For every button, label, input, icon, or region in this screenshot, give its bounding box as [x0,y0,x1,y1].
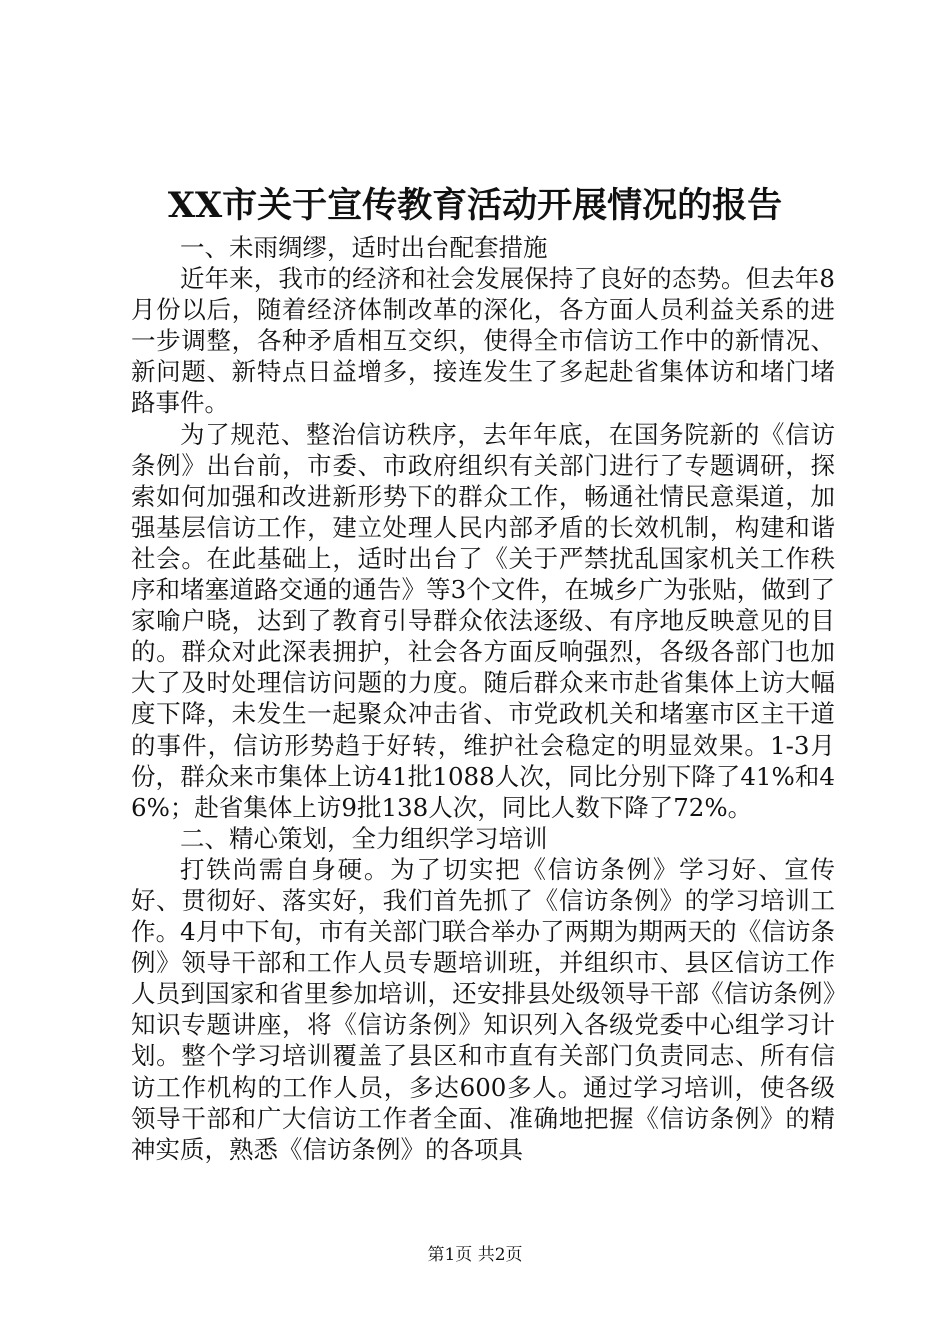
paragraph-2-1: 打铁尚需自身硬。为了切实把《信访条例》学习好、宣传好、贯彻好、落实好，我们首先抓了《信访条例》的学习培训工作。4月中下旬，市有关部门联合举办了两期为期两天的《信访条例》领导干部和工作人员专题培训班，并组织市、县区信访工作人员到国家和省里参加培训，还安排县处级领导干部《信访条例》知识专题讲座，将《信访条例》知识列入各级党委中心组学习计划。整个学习培训覆盖了县区和市直有关部门负责同志、所有信访工作机构的工作人员，多达600多人。通过学习培训，使各级领导干部和广大信访工作者全面、准确地把握《信访条例》的精神实质，熟悉《信访条例》的各项具 [131,854,835,1164]
page-footer: 第1页 共2页 [427,1245,523,1265]
document-title: XX市关于宣传教育活动开展情况的报告 [167,185,783,226]
paragraph-1-2: 为了规范、整治信访秩序，去年年底，在国务院新的《信访条例》出台前，市委、市政府组织有关部门进行了专题调研，探索如何加强和改进新形势下的群众工作，畅通社情民意渠道，加强基层信访工作，建立处理人民内部矛盾的长效机制，构建和谐社会。在此基础上，适时出台了《关于严禁扰乱国家机关工作秩序和堵塞道路交通的通告》等3个文件，在城乡广为张贴，做到了家喻户晓，达到了教育引导群众依法逐级、有序地反映意见的目的。群众对此深表拥护，社会各方面反响强烈，各级各部门也加大了及时处理信访问题的力度。随后群众来市赴省集体上访大幅度下降，未发生一起聚众冲击省、市党政机关和堵塞市区主干道的事件，信访形势趋于好转，维护社会稳定的明显效果。1-3月份，群众来市集体上访41批1088人次，同比分别下降了41%和46%；赴省集体上访9批138人次，同比人数下降了72%。 [131,419,835,822]
document-body [131,232,835,1165]
section-heading-1: 一、未雨绸缪，适时出台配套措施 [180,233,548,262]
paragraph-1-1: 近年来，我市的经济和社会发展保持了良好的态势。但去年8月份以后，随着经济体制改革的深化，各方面人员利益关系的进一步调整，各种矛盾相互交织，使得全市信访工作中的新情况、新问题、新特点日益增多，接连发生了多起赴省集体访和堵门堵路事件。 [131,264,835,418]
section-heading-2: 二、精心策划，全力组织学习培训 [180,823,548,853]
